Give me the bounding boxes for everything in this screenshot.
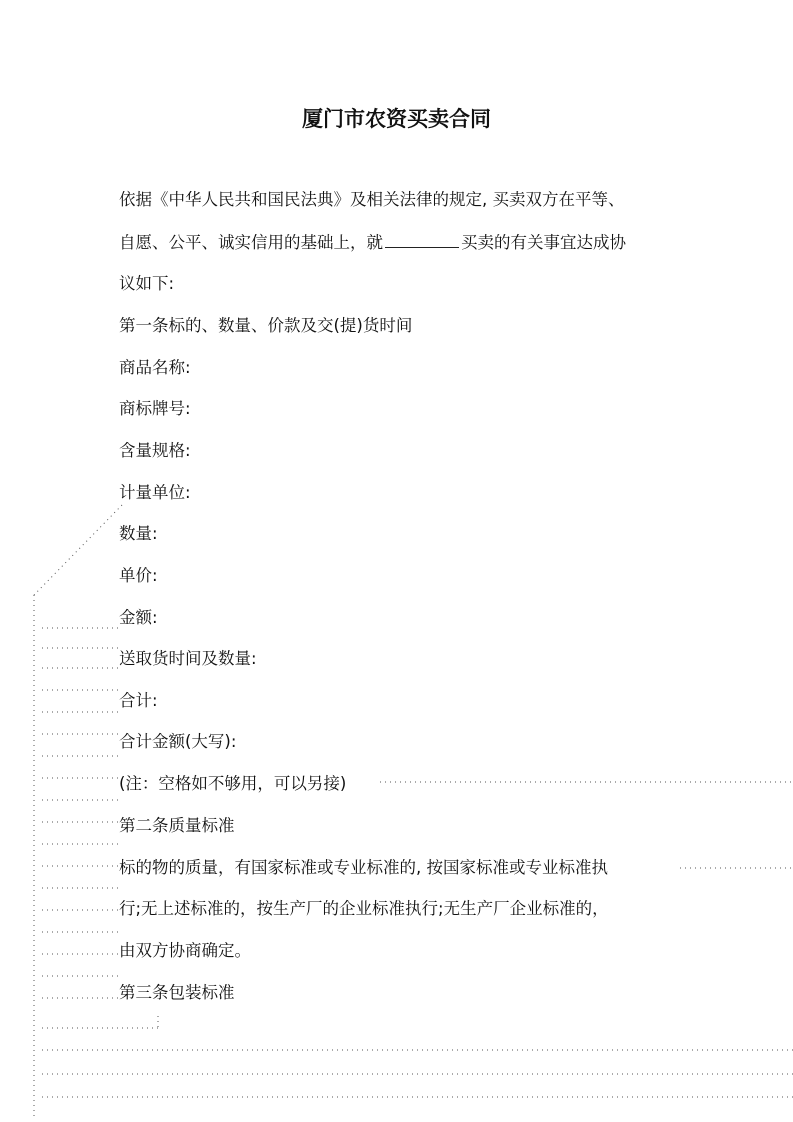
field-unit-price: 单价: [119, 566, 158, 585]
preamble-line-2 [119, 231, 626, 255]
preamble-line-1: 依据《中华人民共和国民法典》及相关法律的规定, 买卖双方在平等、 [119, 190, 625, 209]
article-2-heading: 第二条质量标准 [119, 816, 235, 835]
field-total: 合计: [119, 691, 158, 710]
field-amount: 金额: [119, 608, 158, 627]
field-quantity: 数量: [119, 524, 158, 543]
article-2-line-1: 标的物的质量，有国家标准或专业标准的, 按国家标准或专业标准执 [119, 858, 608, 877]
preamble-line-2-start: 自愿、公平、诚实信用的基础上，就 [119, 233, 383, 252]
preamble-line-2-end: 买卖的有关事宜达成协 [461, 233, 626, 252]
preamble-line-3: 议如下: [119, 274, 175, 293]
field-unit: 计量单位: [119, 483, 191, 502]
article-2-line-2: 行;无上述标准的，按生产厂的企业标准执行;无生产厂企业标准的， [119, 899, 609, 918]
article-2-line-3: 由双方协商确定。 [119, 941, 251, 960]
field-note: (注：空格如不够用，可以另接) [119, 774, 347, 793]
dotted-diagonal-line [34, 505, 122, 595]
article-3-heading: 第三条包装标准 [119, 983, 235, 1002]
field-delivery-time: 送取货时间及数量: [119, 649, 257, 668]
document-title: 厦门市农资买卖合同 [302, 107, 491, 131]
field-trademark: 商标牌号: [119, 399, 191, 418]
goods-blank-field[interactable] [385, 231, 459, 248]
field-specification: 含量规格: [119, 441, 191, 460]
field-product-name: 商品名称: [119, 358, 191, 377]
article-1-heading: 第一条标的、数量、价款及交(提)货时间 [119, 316, 413, 335]
field-total-amount-words: 合计金额(大写): [119, 732, 237, 751]
